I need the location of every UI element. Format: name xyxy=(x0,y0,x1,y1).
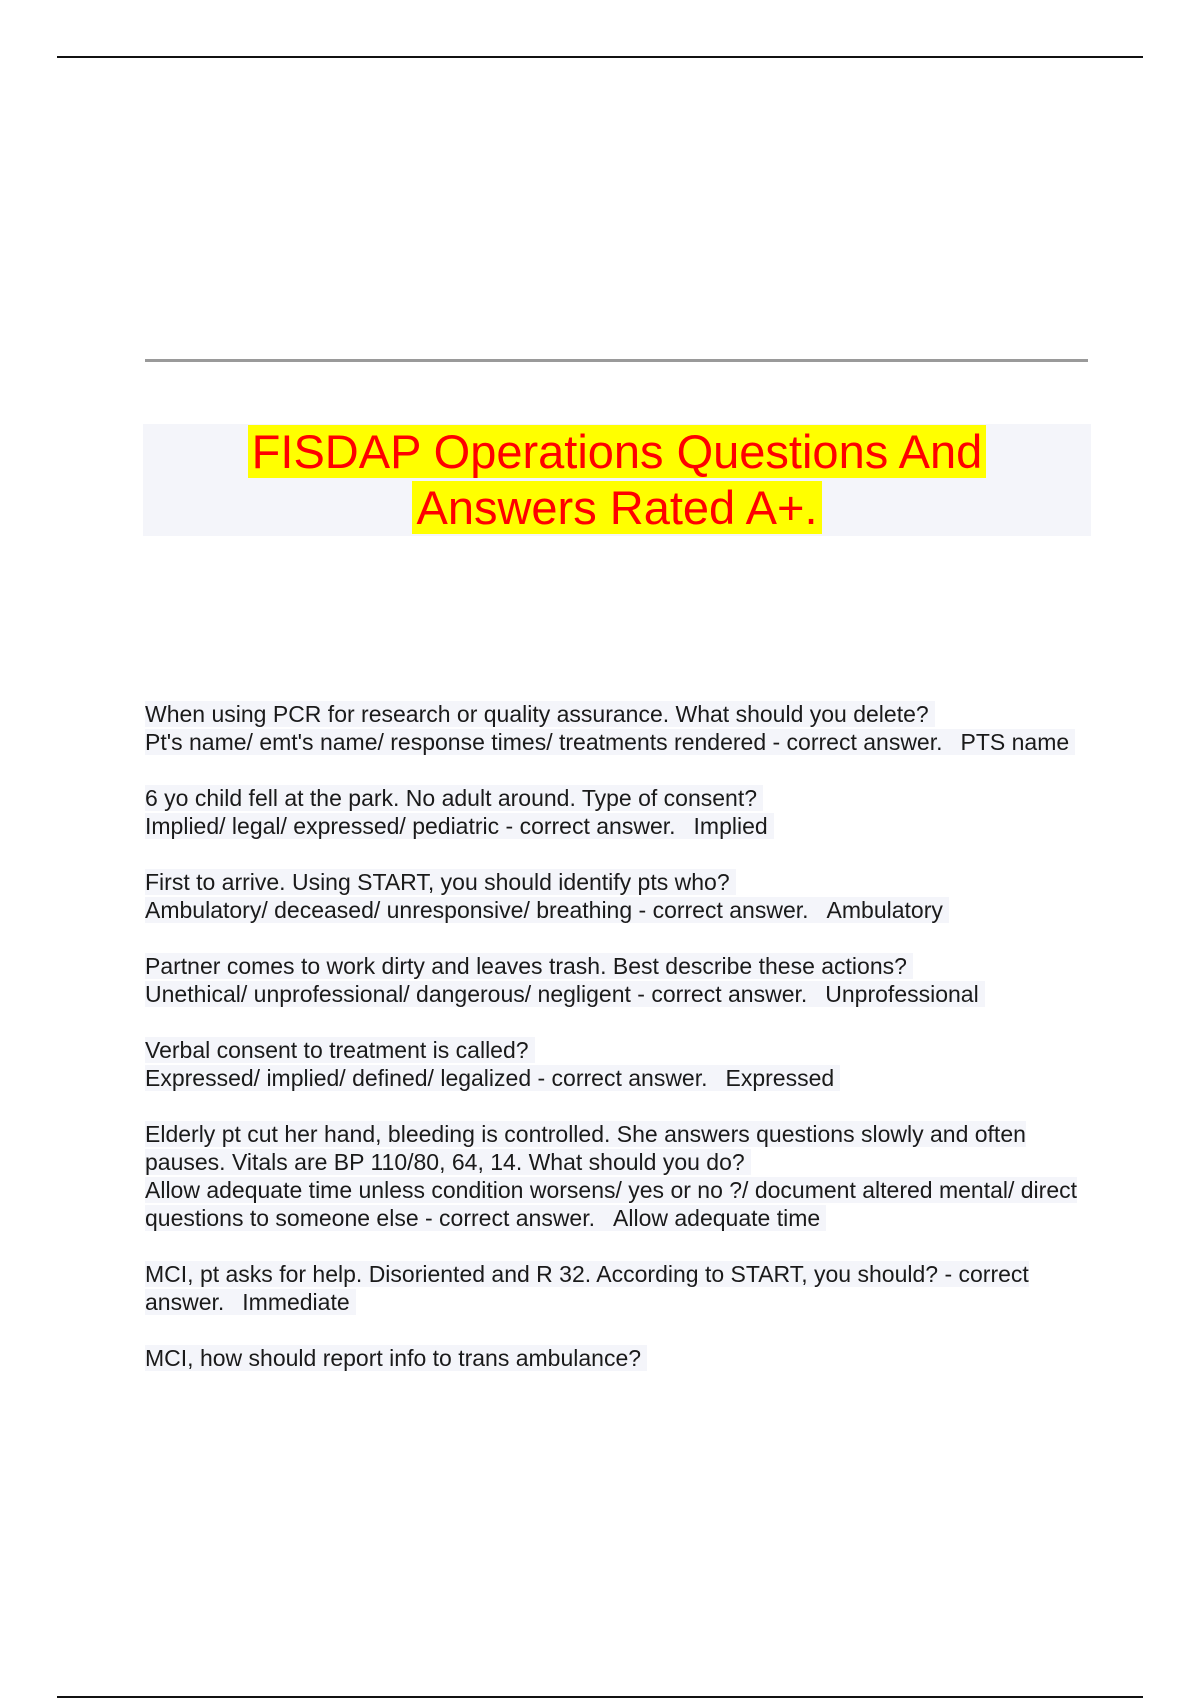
question-text: When using PCR for research or quality assurance. What should you delete? xyxy=(145,700,1085,728)
question-text: MCI, pt asks for help. Disoriented and R 32. According to START, you should? - correct answer. Immediate xyxy=(145,1261,1029,1315)
qa-list xyxy=(145,700,1085,1400)
footer-rule xyxy=(57,1696,1143,1698)
correct-answer: Allow adequate time xyxy=(613,1205,821,1231)
correct-answer: Ambulatory xyxy=(826,897,943,923)
answer-text: Implied/ legal/ expressed/ pediatric - correct answer. Implied xyxy=(145,812,1085,840)
qa-item xyxy=(145,868,1085,924)
title-line-1: FISDAP Operations Questions And xyxy=(248,425,987,478)
correct-answer: PTS name xyxy=(960,729,1070,755)
answer-text: Unethical/ unprofessional/ dangerous/ negligent - correct answer. Unprofessional xyxy=(145,980,1085,1008)
qa-item xyxy=(145,784,1085,840)
question-text: 6 yo child fell at the park. No adult around. Type of consent? xyxy=(145,784,1085,812)
correct-answer: Immediate xyxy=(242,1289,350,1315)
qa-item xyxy=(145,700,1085,756)
correct-answer: Implied xyxy=(693,813,768,839)
correct-answer: Unprofessional xyxy=(825,981,979,1007)
qa-item xyxy=(145,1260,1085,1316)
document-title xyxy=(143,424,1091,536)
answer-text: Pt's name/ emt's name/ response times/ treatments rendered - correct answer. PTS name xyxy=(145,728,1085,756)
question-text: First to arrive. Using START, you should identify pts who? xyxy=(145,868,1085,896)
question-text: MCI, how should report info to trans ambulance? xyxy=(145,1344,1085,1372)
title-divider xyxy=(145,359,1088,362)
question-text: Partner comes to work dirty and leaves trash. Best describe these actions? xyxy=(145,952,1085,980)
title-line-2: Answers Rated A+. xyxy=(412,481,821,534)
qa-item xyxy=(145,1036,1085,1092)
header-rule xyxy=(57,56,1143,58)
question-text: Verbal consent to treatment is called? xyxy=(145,1036,1085,1064)
answer-text: Allow adequate time unless condition worsens/ yes or no ?/ document altered mental/ direct questions to someone else - correct answer. Allow adequate time xyxy=(145,1177,1078,1231)
answer-text: Ambulatory/ deceased/ unresponsive/ breathing - correct answer. Ambulatory xyxy=(145,896,1085,924)
qa-item xyxy=(145,1344,1085,1372)
qa-item xyxy=(145,952,1085,1008)
answer-text: Expressed/ implied/ defined/ legalized - correct answer. Expressed xyxy=(145,1064,1085,1092)
correct-answer: Expressed xyxy=(725,1065,835,1091)
qa-item xyxy=(145,1120,1085,1232)
question-text: Elderly pt cut her hand, bleeding is controlled. She answers questions slowly and often pauses. Vitals are BP 110/80, 64, 14. What should you do? xyxy=(145,1121,1026,1175)
